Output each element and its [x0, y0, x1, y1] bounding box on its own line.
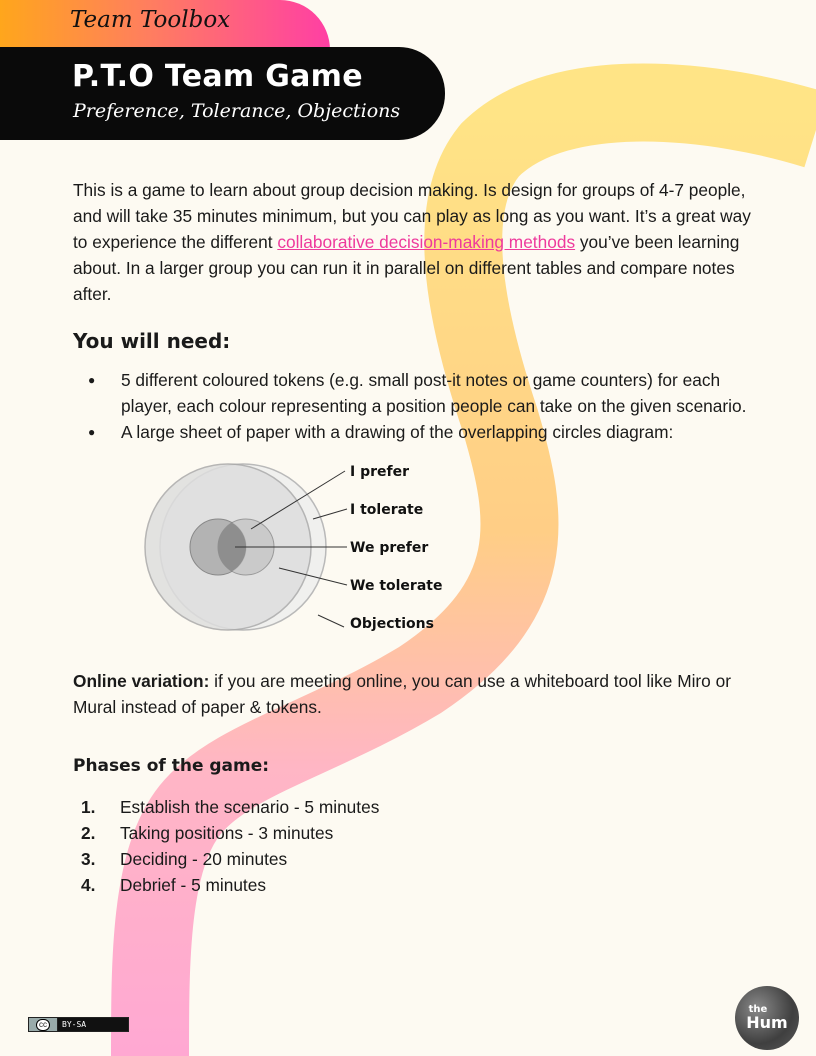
- list-item: [73, 794, 753, 820]
- phase-number: 2.: [81, 823, 96, 843]
- toolbox-tag: [0, 0, 330, 50]
- phase-number: 1.: [81, 797, 96, 817]
- online-variation-text: if you are meeting online, you can use a whiteboard tool like Miro or Mural instead of paper & tokens.: [73, 671, 731, 717]
- the-hum-logo: [735, 986, 799, 1050]
- cc-icon: [29, 1018, 58, 1031]
- list-item: [73, 872, 753, 898]
- phase-text: Establish the scenario - 5 minutes: [120, 797, 380, 817]
- phases-heading: Phases of the game:: [73, 756, 270, 776]
- needs-heading: You will need:: [73, 329, 231, 353]
- main-content: [73, 177, 753, 898]
- decision-methods-link[interactable]: collaborative decision-making methods: [277, 232, 576, 252]
- online-variation: [73, 668, 753, 720]
- label-we-prefer: We prefer: [350, 540, 429, 556]
- title-banner: [0, 47, 445, 140]
- phase-number: 3.: [81, 849, 96, 869]
- phase-text: Deciding - 20 minutes: [120, 849, 288, 869]
- page-subtitle: Preference, Tolerance, Objections: [73, 100, 401, 122]
- page-title: P.T.O Team Game: [72, 59, 363, 94]
- list-item: ● A large sheet of paper with a drawing of the overlapping circles diagram:: [121, 419, 753, 445]
- logo-small-text: the: [748, 1004, 768, 1015]
- license-badge[interactable]: [28, 1017, 129, 1032]
- online-variation-label: Online variation:: [73, 671, 210, 691]
- intro-text-start: This is a game to learn about group decision making. Is design for groups of 4-7 people, and will take 35 minutes minimum, but you can play as long as you want. It’s a great way to experience the different: [73, 180, 751, 252]
- overlapping-circles-diagram: [123, 457, 453, 642]
- label-objections: Objections: [350, 616, 434, 632]
- phase-text: Taking positions - 3 minutes: [120, 823, 334, 843]
- phase-text: Debrief - 5 minutes: [120, 875, 266, 895]
- label-i-tolerate: I tolerate: [350, 502, 424, 518]
- license-text: BY-SA: [58, 1018, 128, 1031]
- cc-icon-text: cc: [36, 1019, 50, 1031]
- logo-big-text: Hum: [746, 1013, 788, 1032]
- toolbox-tag-label: Team Toolbox: [70, 7, 231, 33]
- phase-number: 4.: [81, 875, 96, 895]
- list-item: [73, 846, 753, 872]
- pointer-objections: [318, 615, 344, 627]
- intro-text-end: you’ve been learning about. In a larger group you can run it in parallel on different tables and compare notes after.: [73, 232, 740, 304]
- needs-list: [73, 367, 753, 445]
- intro-paragraph: [73, 177, 753, 307]
- list-item: [73, 820, 753, 846]
- list-item: ● 5 different coloured tokens (e.g. small post-it notes or game counters) for each player, each colour representing a position people can take on the given scenario.: [121, 367, 753, 419]
- label-we-tolerate: We tolerate: [350, 578, 443, 594]
- label-i-prefer: I prefer: [350, 464, 409, 480]
- phases-list: [73, 794, 753, 898]
